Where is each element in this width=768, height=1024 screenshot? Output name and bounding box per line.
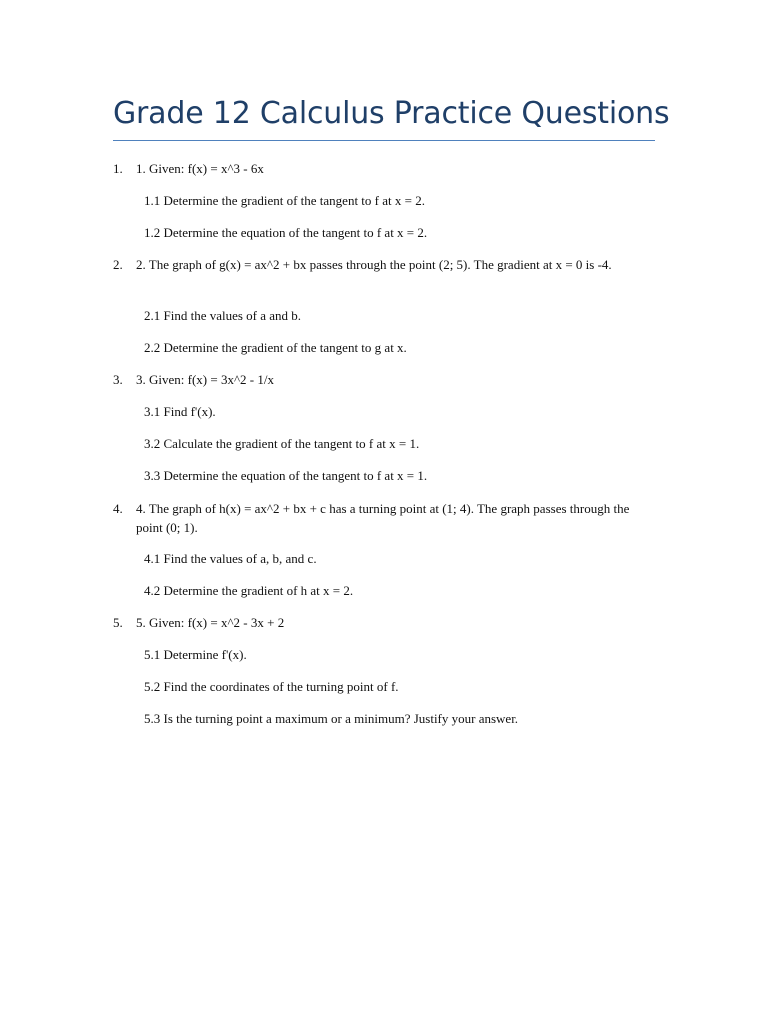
sub-question: 3.2 Calculate the gradient of the tangent to f at x = 1.	[144, 436, 420, 451]
sub-question: 4.1 Find the values of a, b, and c.	[144, 551, 317, 566]
sub-question: 4.2 Determine the gradient of h at x = 2.	[144, 583, 354, 598]
sub-question: 1.1 Determine the gradient of the tangent to f at x = 2.	[144, 193, 425, 208]
list-number: 3.	[113, 372, 123, 387]
sub-question: 5.2 Find the coordinates of the turning point of f.	[144, 679, 399, 694]
title-underline	[113, 140, 655, 141]
list-number: 2.	[113, 257, 123, 272]
question-stem	[113, 613, 658, 632]
sub-question: 1.2 Determine the equation of the tangent to f at x = 2.	[144, 225, 428, 240]
sub-question: 3.1 Find f'(x).	[144, 404, 216, 419]
sub-question: 3.3 Determine the equation of the tangent to f at x = 1.	[144, 468, 428, 483]
question-text: 1. Given: f(x) = x^3 - 6x	[136, 161, 264, 176]
question-stem	[113, 255, 658, 274]
list-number: 5.	[113, 615, 123, 630]
sub-question: 5.1 Determine f'(x).	[144, 647, 247, 662]
question-text: 2. The graph of g(x) = ax^2 + bx passes through the point (2; 5). The gradient at x = 0 is -4.	[136, 257, 612, 272]
question-stem	[113, 159, 658, 178]
sub-question: 2.2 Determine the gradient of the tangent to g at x.	[144, 340, 407, 355]
sub-question: 5.3 Is the turning point a maximum or a minimum? Justify your answer.	[144, 711, 519, 726]
question-text: 3. Given: f(x) = 3x^2 - 1/x	[136, 372, 274, 387]
page-title: Grade 12 Calculus Practice Questions	[113, 96, 670, 131]
sub-question: 2.1 Find the values of a and b.	[144, 308, 302, 323]
question-stem	[113, 370, 658, 389]
question-stem	[113, 499, 658, 537]
list-number: 1.	[113, 161, 123, 176]
question-text: 4. The graph of h(x) = ax^2 + bx + c has a turning point at (1; 4). The graph passes through the point (0; 1).	[136, 501, 630, 535]
question-text: 5. Given: f(x) = x^2 - 3x + 2	[136, 615, 285, 630]
list-number: 4.	[113, 501, 123, 516]
